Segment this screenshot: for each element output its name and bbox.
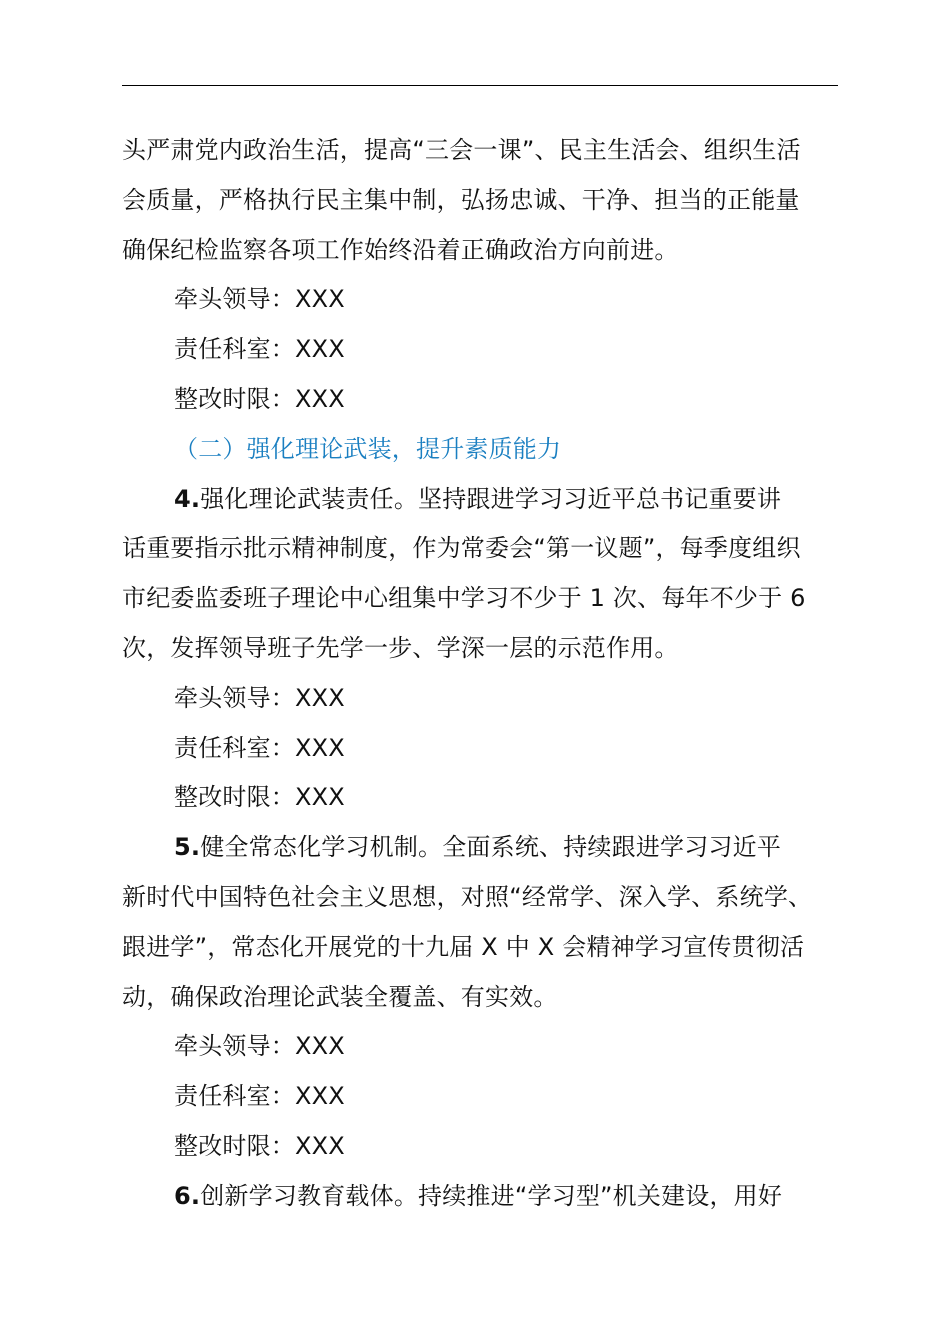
item-number: 5. bbox=[174, 833, 201, 862]
paragraph-line: 新时代中国特色社会主义思想，对照“经常学、深入学、系统学、 bbox=[122, 882, 813, 911]
paragraph-line: 话重要指示批示精神制度，作为常委会“第一议题”，每季度组织 bbox=[122, 534, 801, 563]
item-number: 6. bbox=[174, 1181, 201, 1210]
item-text: 健全常态化学习机制。全面系统、持续跟进学习习近平 bbox=[200, 833, 782, 862]
header-rule bbox=[122, 85, 838, 86]
paragraph-line: 头严肃党内政治生活，提高“三会一课”、民主生活会、组织生活 bbox=[122, 136, 801, 164]
responsible-office: 责任科室：XXX bbox=[174, 335, 345, 364]
lead-leader: 牵头领导：XXX bbox=[174, 1032, 345, 1061]
rectification-deadline: 整改时限：XXX bbox=[174, 384, 345, 413]
rectification-deadline: 整改时限：XXX bbox=[174, 1131, 345, 1160]
item-text: 创新学习教育载体。持续推进“学习型”机关建设，用好 bbox=[200, 1181, 783, 1210]
lead-leader: 牵头领导：XXX bbox=[174, 683, 345, 712]
section-heading: （二）强化理论武装，提升素质能力 bbox=[174, 434, 562, 463]
paragraph-line: 市纪委监委班子理论中心组集中学习不少于 1 次、每年不少于 6 bbox=[122, 584, 806, 613]
paragraph-line: 确保纪检监察各项工作始终沿着正确政治方向前进。 bbox=[122, 235, 679, 264]
item-number: 4. bbox=[174, 484, 201, 513]
paragraph-line: 会质量，严格执行民主集中制，弘扬忠诚、干净、担当的正能量 bbox=[122, 185, 800, 214]
item-6-first-line bbox=[122, 1172, 838, 1222]
responsible-office: 责任科室：XXX bbox=[174, 733, 345, 762]
item-5-first-line bbox=[122, 823, 838, 873]
paragraph-line: 次，发挥领导班子先学一步、学深一层的示范作用。 bbox=[122, 633, 679, 662]
lead-leader: 牵头领导：XXX bbox=[174, 285, 345, 314]
paragraph-line: 动，确保政治理论武装全覆盖、有实效。 bbox=[122, 982, 558, 1011]
paragraph-line: 跟进学”，常态化开展党的十九届 X 中 X 会精神学习宣传贯彻活 bbox=[122, 932, 805, 961]
rectification-deadline: 整改时限：XXX bbox=[174, 783, 345, 812]
responsible-office: 责任科室：XXX bbox=[174, 1082, 345, 1111]
item-text: 强化理论武装责任。坚持跟进学习习近平总书记重要讲 bbox=[200, 484, 782, 513]
item-4-first-line bbox=[122, 475, 838, 525]
document-body bbox=[122, 126, 838, 1222]
